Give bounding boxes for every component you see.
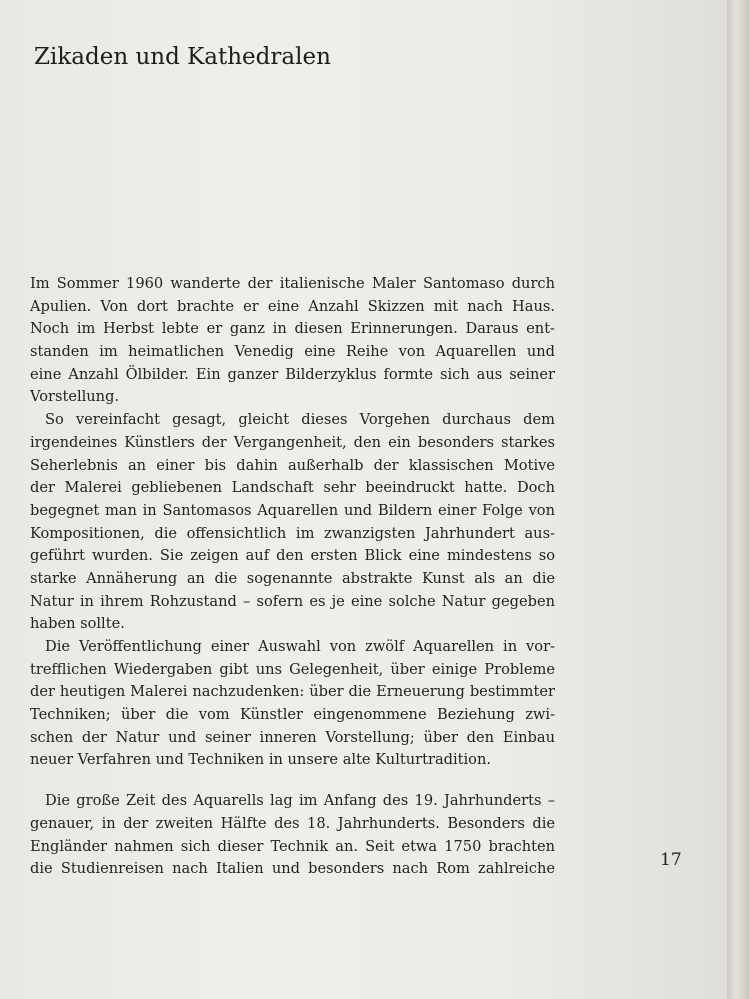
text-line: irgendeines Künstlers der Vergangenheit, den ein besonders starkes <box>30 433 555 451</box>
text-line: die Studienreisen nach Italien und besonders nach Rom zahlreiche <box>30 860 555 878</box>
text-line: begegnet man in Santomasos Aquarellen und Bildern einer Folge von <box>30 501 555 519</box>
body-text <box>30 273 555 881</box>
text-line: Die große Zeit des Aquarells lag im Anfang des 19. Jahrhunderts – <box>45 792 555 810</box>
text-line: neuer Verfahren und Techniken in unsere alte Kulturtradition. <box>30 751 492 769</box>
text-line: Vorstellung. <box>30 388 120 406</box>
text-line: trefflichen Wiedergaben gibt uns Gelegenheit, über einige Probleme <box>30 660 555 678</box>
text-line: eine Anzahl Ölbilder. Ein ganzer Bilderzyklus formte sich aus seiner <box>30 365 555 383</box>
text-line: Natur in ihrem Rohzustand – sofern es je eine solche Natur gegeben <box>30 592 555 610</box>
text-line: schen der Natur und seiner inneren Vorstellung; über den Einbau <box>30 728 555 746</box>
text-line: geführt wurden. Sie zeigen auf den ersten Blick eine mindestens so <box>30 547 555 565</box>
page-number: 17 <box>660 850 682 870</box>
section-gap <box>30 772 555 790</box>
text-line: Die Veröffentlichung einer Auswahl von zwölf Aquarellen in vor- <box>45 638 555 655</box>
text-line: Apulien. Von dort brachte er eine Anzahl Skizzen mit nach Haus. <box>30 297 555 315</box>
text-line: Noch im Herbst lebte er ganz in diesen Erinnerungen. Daraus ent- <box>30 320 555 338</box>
text-line: Kompositionen, die offensichtlich im zwanzigsten Jahrhundert aus- <box>30 524 555 542</box>
text-line: der Malerei gebliebenen Landschaft sehr beeindruckt hatte. Doch <box>30 479 555 497</box>
text-line: So vereinfacht gesagt, gleicht dieses Vorgehen durchaus dem <box>45 411 555 429</box>
text-line: Seherlebnis an einer bis dahin außerhalb der klassischen Motive <box>30 456 555 474</box>
text-line: genauer, in der zweiten Hälfte des 18. Jahrhunderts. Besonders die <box>30 814 555 832</box>
text-line: haben sollte. <box>30 615 125 633</box>
text-line: der heutigen Malerei nachzudenken: über die Erneuerung bestimmter <box>30 683 555 701</box>
text-line: Techniken; über die vom Künstler eingenommene Beziehung zwi- <box>30 706 555 724</box>
text-line: starke Annäherung an die sogenannte abstrakte Kunst als an die <box>30 569 555 587</box>
text-line: standen im heimatlichen Venedig eine Reihe von Aquarellen und <box>30 343 555 361</box>
text-line: Engländer nahmen sich dieser Technik an. Seit etwa 1750 brachten <box>30 837 555 855</box>
text-line: Im Sommer 1960 wanderte der italienische Maler Santomaso durch <box>30 275 555 292</box>
next-page-edge <box>727 0 749 999</box>
chapter-title: Zikaden und Kathedralen <box>34 44 331 70</box>
